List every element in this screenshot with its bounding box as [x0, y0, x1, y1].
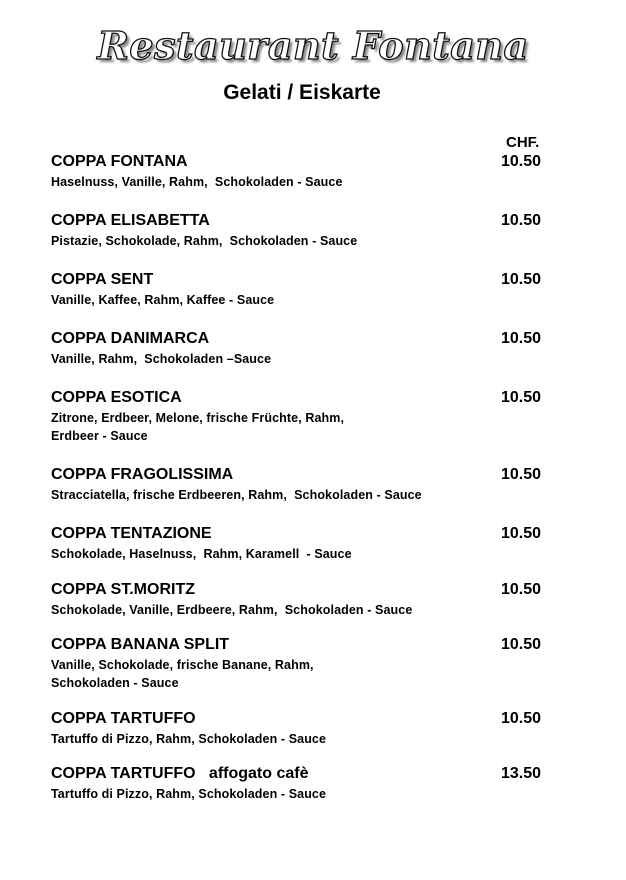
item-price: 10.50 [501, 389, 542, 406]
menu-item-coppa-fontana [51, 152, 551, 191]
menu-item-coppa-sent [51, 270, 551, 309]
menu-item-coppa-elisabetta [51, 211, 551, 250]
currency-label: CHF. [506, 134, 540, 151]
item-name: COPPA ST.MORITZ [51, 581, 195, 598]
menu-item-coppa-tartuffo-affogato [51, 764, 551, 803]
item-name: COPPA BANANA SPLIT [51, 636, 230, 653]
menu-item-coppa-tentazione [51, 524, 551, 563]
item-name: COPPA TARTUFFO [51, 710, 196, 727]
item-name: COPPA SENT [51, 271, 154, 288]
menu-item-coppa-fragolissima [51, 465, 551, 504]
menu-title: Gelati / Eiskarte [223, 81, 381, 104]
item-name: COPPA ESOTICA [51, 389, 182, 406]
item-price: 10.50 [501, 153, 542, 170]
menu-item-coppa-danimarca [51, 329, 551, 368]
item-description: Vanille, Kaffee, Rahm, Kaffee - Sauce [51, 293, 275, 307]
item-description: Vanille, Rahm, Schokoladen –Sauce [51, 352, 272, 366]
item-description: Zitrone, Erdbeer, Melone, frische Früchte, Rahm, Erdbeer - Sauce [51, 411, 348, 443]
item-description: Vanille, Schokolade, frische Banane, Rahm, Schokoladen - Sauce [51, 658, 318, 690]
item-description: Schokolade, Haselnuss, Rahm, Karamell - Sauce [51, 547, 352, 561]
item-name: COPPA FRAGOLISSIMA [51, 466, 234, 483]
item-description: Stracciatella, frische Erdbeeren, Rahm, Schokoladen - Sauce [51, 488, 422, 502]
item-price: 10.50 [501, 636, 542, 653]
restaurant-name: Restaurant Fontana [97, 23, 529, 68]
item-name: COPPA TENTAZIONE [51, 525, 212, 542]
item-description: Tartuffo di Pizzo, Rahm, Schokoladen - Sauce [51, 787, 327, 801]
menu-item-coppa-st-moritz [51, 580, 551, 619]
item-name: COPPA DANIMARCA [51, 330, 210, 347]
menu-item-coppa-esotica [51, 388, 551, 445]
item-name: COPPA ELISABETTA [51, 212, 210, 229]
item-name: COPPA FONTANA [51, 153, 188, 170]
item-description: Pistazie, Schokolade, Rahm, Schokoladen - Sauce [51, 234, 358, 248]
item-name: COPPA TARTUFFO affogato cafè [51, 765, 309, 782]
item-price: 10.50 [501, 525, 542, 542]
item-price: 10.50 [501, 271, 542, 288]
menu-item-coppa-tartuffo [51, 709, 551, 748]
item-price: 10.50 [501, 330, 542, 347]
item-price: 10.50 [501, 710, 542, 727]
menu-item-coppa-banana-split [51, 635, 551, 692]
item-price: 10.50 [501, 212, 542, 229]
item-description: Tartuffo di Pizzo, Rahm, Schokoladen - Sauce [51, 732, 327, 746]
item-price: 10.50 [501, 581, 542, 598]
item-price: 13.50 [501, 765, 542, 782]
item-description: Schokolade, Vanille, Erdbeere, Rahm, Schokoladen - Sauce [51, 603, 413, 617]
item-price: 10.50 [501, 466, 542, 483]
item-description: Haselnuss, Vanille, Rahm, Schokoladen - Sauce [51, 175, 343, 189]
